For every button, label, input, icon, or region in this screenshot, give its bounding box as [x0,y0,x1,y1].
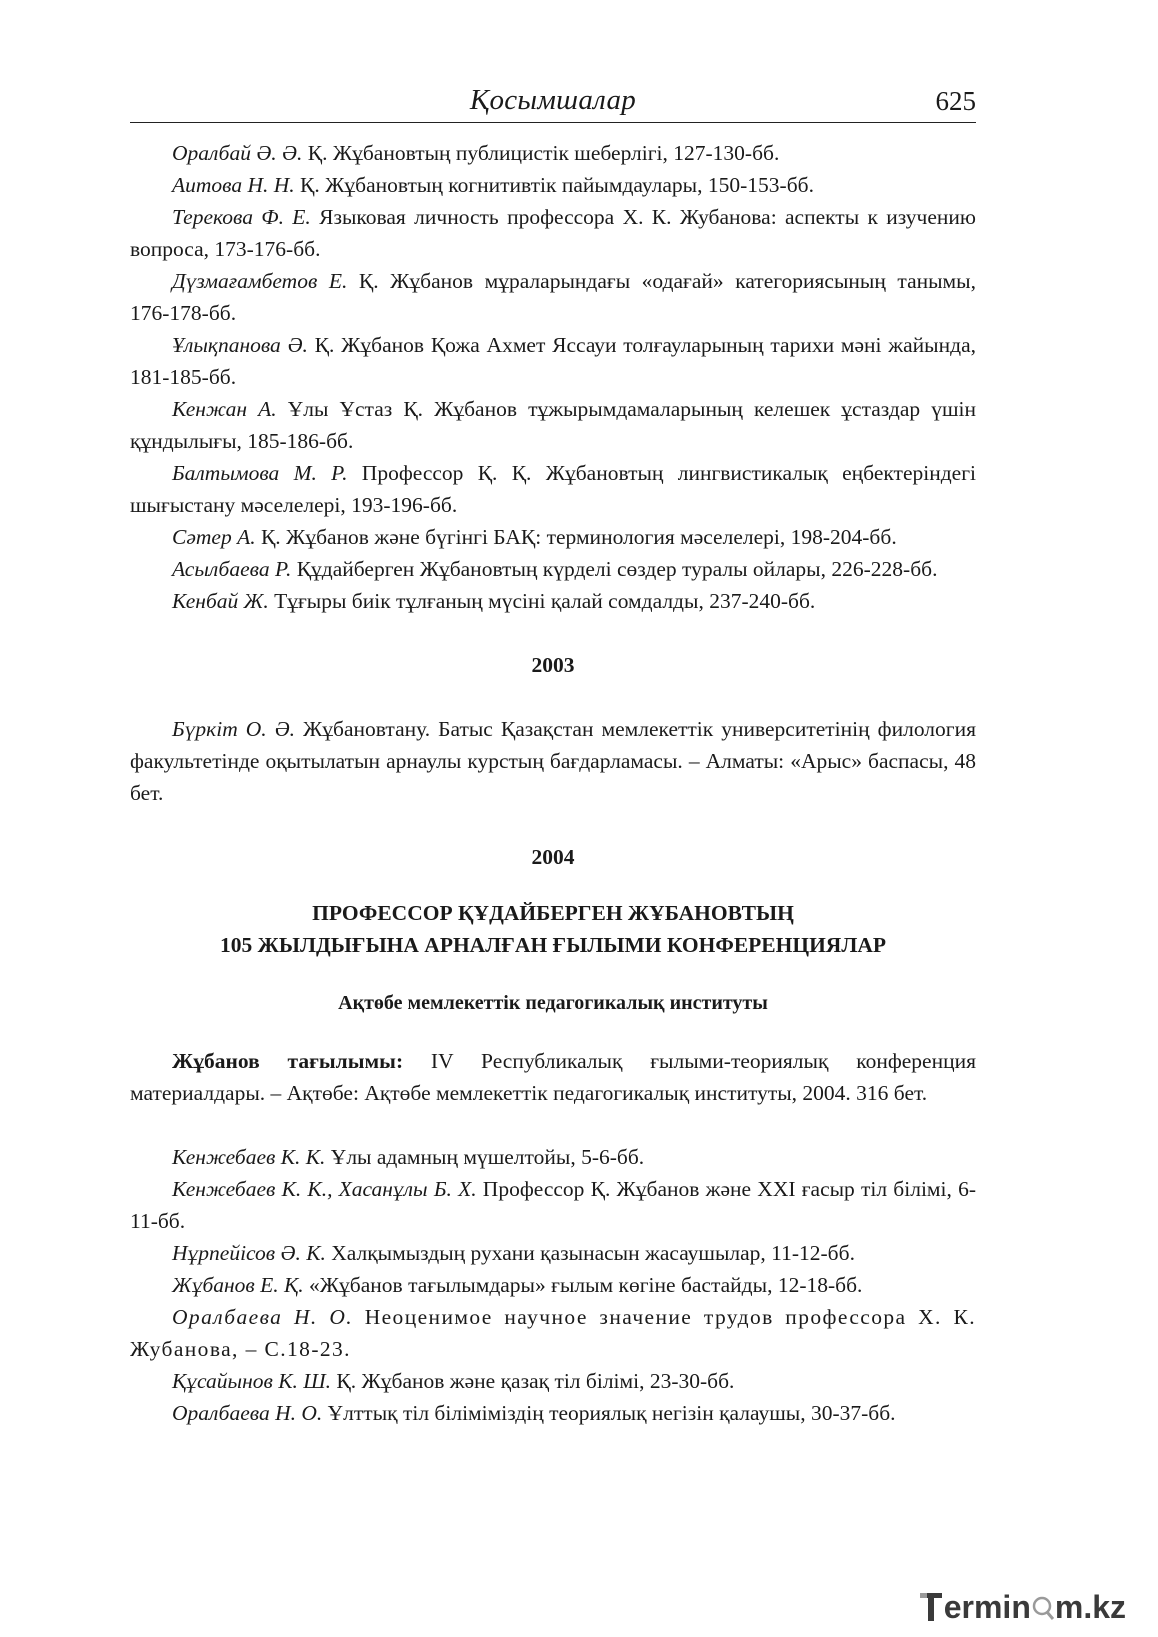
bibliography-entry [130,329,976,393]
site-watermark [918,1587,1126,1627]
entry-author: Аитова Н. Н. [172,173,295,197]
page-header [130,82,976,123]
entry-author: Бүркіт О. Ә. [172,717,296,741]
entry-author: Жұбанов Е. Қ. [172,1273,304,1297]
conference-heading-line1: ПРОФЕССОР ҚҰДАЙБЕРГЕН ЖҰБАНОВТЫҢ [312,901,794,925]
spacer [130,809,976,841]
spacer [130,1019,976,1045]
bibliography-entry [130,1237,976,1269]
entry-author: Терекова Ф. Е. [172,205,311,229]
bibliography-entry [130,169,976,201]
bibliography-entry [130,1269,976,1301]
collection-entry [130,1045,976,1109]
conference-heading-line2: 105 ЖЫЛДЫҒЫНА АРНАЛҒАН ҒЫЛЫМИ КОНФЕРЕНЦИЯЛАР [219,933,887,957]
watermark-suffix: m.kz [1054,1588,1126,1625]
bibliography-entry [130,553,976,585]
entry-author: Кенжебаев К. К. [172,1145,326,1169]
conference-heading [130,897,976,961]
entry-author: Нұрпейісов Ә. К. [172,1241,326,1265]
year-heading-2003: 2003 [531,653,575,677]
entry-text: Профессор Қ. Қ. Жұбановтың лингвистикалық еңбектеріндегі шығыстану мәселелері, 193-196-бб. [130,461,976,517]
entry-author: Балтымова М. Р. [172,461,348,485]
running-title: Қосымшалар [469,84,637,116]
entry-text: «Жұбанов тағылымдары» ғылым көгіне бастайды, 12-18-бб. [303,1273,863,1297]
page-content [130,137,976,1429]
magnifier-icon [1031,1594,1055,1620]
entry-author: Кенбай Ж. [172,589,269,613]
entry-author: Ұлықпанова Ә. [172,333,308,357]
entry-text: Профессор Қ. Жұбанов және ХХІ ғасыр тіл білімі, 6-11-бб. [130,1177,976,1233]
bibliography-entry [130,137,976,169]
bibliography-entry [130,1173,976,1237]
entry-text: Қ. Жұбанов мұраларындағы «одағай» категориясының танымы, 176-178-бб. [130,269,976,325]
bibliography-entry [130,265,976,329]
watermark-prefix: ermin [943,1588,1031,1625]
bibliography-entry [130,1301,976,1365]
entry-author: Асылбаева Р. [172,557,292,581]
entry-text: Ұлы Ұстаз Қ. Жұбанов тұжырымдамаларының келешек ұстаздар үшін құндылығы, 185-186-бб. [130,397,976,453]
entry-text: Языковая личность профессора Х. К. Жубанова: аспекты к изучению вопроса, 173-176-бб. [130,205,976,261]
collection-text: IV Республикалық ғылыми-теориялық конференция материалдары. – Ақтөбе: Ақтөбе мемлекеттік педагогикалық институты, 2004. 316 бет. [130,1049,976,1105]
spacer [130,617,976,649]
spacer [130,873,976,897]
entry-text: Қ. Жұбановтың когнитивтік пайымдаулары, 150-153-бб. [294,173,814,197]
entry-text: Қ. Жұбанов және бүгінгі БАҚ: терминология мәселелері, 198-204-бб. [255,525,897,549]
spacer [130,681,976,713]
entry-text: Құдайберген Жұбановтың күрделі сөздер туралы ойлары, 226-228-бб. [291,557,938,581]
entry-author: Кенжебаев К. К., Хасанұлы Б. Х. [172,1177,477,1201]
bibliography-entry [130,585,976,617]
entry-author: Сәтер А. [172,525,256,549]
bibliography-entry [130,457,976,521]
bibliography-entry [130,393,976,457]
institute-heading: Ақтөбе мемлекеттік педагогикалық институты [338,992,768,1014]
bibliography-entry [130,201,976,265]
entry-author: Оралбай Ә. Ә. [172,141,303,165]
entry-author: Кенжан А. [172,397,277,421]
entry-text: Қ. Жұбанов Қожа Ахмет Яссауи толғауларының тарихи мәні жайында, 181-185-бб. [130,333,976,389]
entry-text: Халқымыздың рухани қазынасын жасаушылар, 11-12-бб. [325,1241,855,1265]
entry-author: Оралбаева Н. О. [172,1305,354,1329]
bibliography-entry [130,1397,976,1429]
entry-author: Құсайынов К. Ш. [172,1369,332,1393]
entry-author: Дүзмағамбетов Е. [172,269,348,293]
bibliography-entry [130,713,976,809]
bibliography-entry [130,1141,976,1173]
entry-text: Жұбановтану. Батыс Қазақстан мемлекеттік университетінің филология факультетінде оқытылатын арнаулы курстың бағдарламасы. – Алматы: «Арыс» баспасы, 48 бет. [130,717,976,805]
entry-author: Оралбаева Н. О. [172,1401,323,1425]
spacer [130,961,976,987]
t-logo-icon [918,1590,944,1624]
bibliography-entry [130,1365,976,1397]
collection-title: Жұбанов тағылымы: [172,1049,404,1073]
page-number: 625 [935,86,976,116]
spacer [130,1109,976,1141]
entry-text: Қ. Жұбанов және қазақ тіл білімі, 23-30-бб. [331,1369,735,1393]
bibliography-entry [130,521,976,553]
entry-text: Тұғыры биік тұлғаның мүсіні қалай сомдалды, 237-240-бб. [268,589,816,613]
year-heading-2004: 2004 [531,845,575,869]
entry-text: Ұлттық тіл біліміміздің теориялық негізін қалаушы, 30-37-бб. [322,1401,896,1425]
entry-text: Қ. Жұбановтың публицистік шеберлігі, 127-130-бб. [302,141,780,165]
entry-text: Неоценимое научное значение трудов профессора Х. К. Жубанова, – С.18-23. [130,1305,976,1361]
entry-text: Ұлы адамның мүшелтойы, 5-6-бб. [325,1145,645,1169]
